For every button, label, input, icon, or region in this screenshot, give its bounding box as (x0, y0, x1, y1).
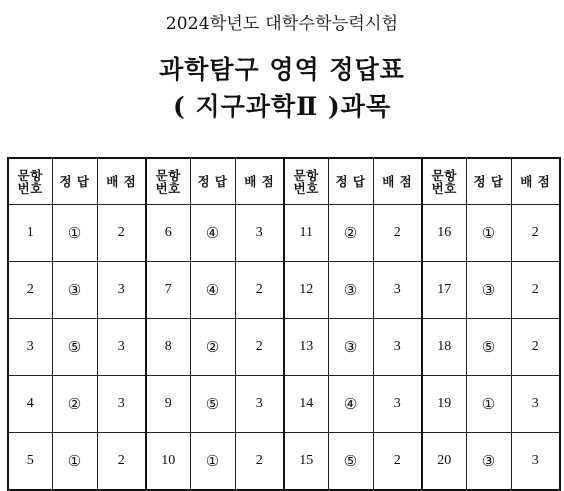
question-number-cell: 3 (8, 319, 52, 376)
question-number-cell: 10 (146, 433, 190, 491)
header-question-number (422, 158, 466, 205)
header-number-bottom: 번호 (17, 180, 43, 196)
page-title: 과학탐구 영역 정답표 (159, 55, 405, 84)
header-points: 배 점 (235, 158, 284, 205)
question-number-cell: 20 (422, 433, 466, 491)
points-cell: 2 (97, 433, 146, 491)
question-number-cell: 5 (8, 433, 52, 491)
header-answer: 정 답 (190, 158, 235, 205)
question-number-cell: 8 (146, 319, 190, 376)
answer-cell: ② (328, 205, 373, 262)
table-header-row (8, 158, 560, 205)
answer-cell: ③ (466, 433, 511, 491)
points-cell: 2 (235, 319, 284, 376)
table-row (8, 319, 560, 376)
points-cell: 3 (511, 376, 560, 433)
header-answer: 정 답 (328, 158, 373, 205)
points-cell: 2 (97, 205, 146, 262)
question-number-cell: 1 (8, 205, 52, 262)
answer-cell: ⑤ (190, 376, 235, 433)
table-row (8, 433, 560, 491)
header-number-top: 문항 (155, 167, 181, 183)
answer-cell: ① (52, 433, 97, 491)
header-points: 배 점 (511, 158, 560, 205)
exam-year-heading: 2024학년도 대학수학능력시험 (165, 14, 399, 34)
question-number-cell: 17 (422, 262, 466, 319)
header-number-top: 문항 (17, 167, 43, 183)
question-number-cell: 15 (284, 433, 328, 491)
answer-cell: ① (466, 376, 511, 433)
points-cell: 3 (235, 376, 284, 433)
points-cell: 2 (511, 319, 560, 376)
question-number-cell: 19 (422, 376, 466, 433)
question-number-cell: 12 (284, 262, 328, 319)
question-number-cell: 9 (146, 376, 190, 433)
points-cell: 2 (235, 433, 284, 491)
points-cell: 2 (373, 205, 422, 262)
points-cell: 2 (235, 262, 284, 319)
header-question-number (8, 158, 52, 205)
question-number-cell: 7 (146, 262, 190, 319)
answer-cell: ④ (190, 262, 235, 319)
answer-cell: ① (52, 205, 97, 262)
answer-cell: ⑤ (52, 319, 97, 376)
table-row (8, 376, 560, 433)
question-number-cell: 16 (422, 205, 466, 262)
header-answer: 정 답 (466, 158, 511, 205)
points-cell: 3 (97, 262, 146, 319)
answer-cell: ② (52, 376, 97, 433)
answer-cell: ① (466, 205, 511, 262)
points-cell: 3 (373, 376, 422, 433)
question-number-cell: 14 (284, 376, 328, 433)
answer-cell: ③ (328, 319, 373, 376)
question-number-cell: 13 (284, 319, 328, 376)
header-answer: 정 답 (52, 158, 97, 205)
answer-cell: ③ (328, 262, 373, 319)
points-cell: 3 (373, 262, 422, 319)
answer-cell: ⑤ (328, 433, 373, 491)
table-row (8, 262, 560, 319)
header-number-bottom: 번호 (155, 180, 181, 196)
table-row (8, 205, 560, 262)
header-question-number (284, 158, 328, 205)
answer-cell: ② (190, 319, 235, 376)
answer-cell: ③ (52, 262, 97, 319)
points-cell: 2 (511, 262, 560, 319)
header-number-bottom: 번호 (431, 180, 457, 196)
header-number-top: 문항 (431, 167, 457, 183)
header-number-bottom: 번호 (293, 180, 319, 196)
question-number-cell: 6 (146, 205, 190, 262)
header-number-top: 문항 (293, 167, 319, 183)
header-points: 배 점 (373, 158, 422, 205)
points-cell: 3 (373, 319, 422, 376)
header-points: 배 점 (97, 158, 146, 205)
question-number-cell: 11 (284, 205, 328, 262)
question-number-cell: 18 (422, 319, 466, 376)
header-question-number (146, 158, 190, 205)
answer-cell: ⑤ (466, 319, 511, 376)
points-cell: 3 (97, 376, 146, 433)
answer-cell: ① (190, 433, 235, 491)
subject-title: ( 지구과학Ⅱ )과목 (172, 92, 392, 121)
points-cell: 3 (235, 205, 284, 262)
points-cell: 2 (511, 205, 560, 262)
points-cell: 3 (511, 433, 560, 491)
question-number-cell: 2 (8, 262, 52, 319)
answer-cell: ④ (190, 205, 235, 262)
answer-cell: ④ (328, 376, 373, 433)
answer-key-table (7, 157, 561, 491)
answer-cell: ③ (466, 262, 511, 319)
points-cell: 3 (97, 319, 146, 376)
question-number-cell: 4 (8, 376, 52, 433)
points-cell: 2 (373, 433, 422, 491)
